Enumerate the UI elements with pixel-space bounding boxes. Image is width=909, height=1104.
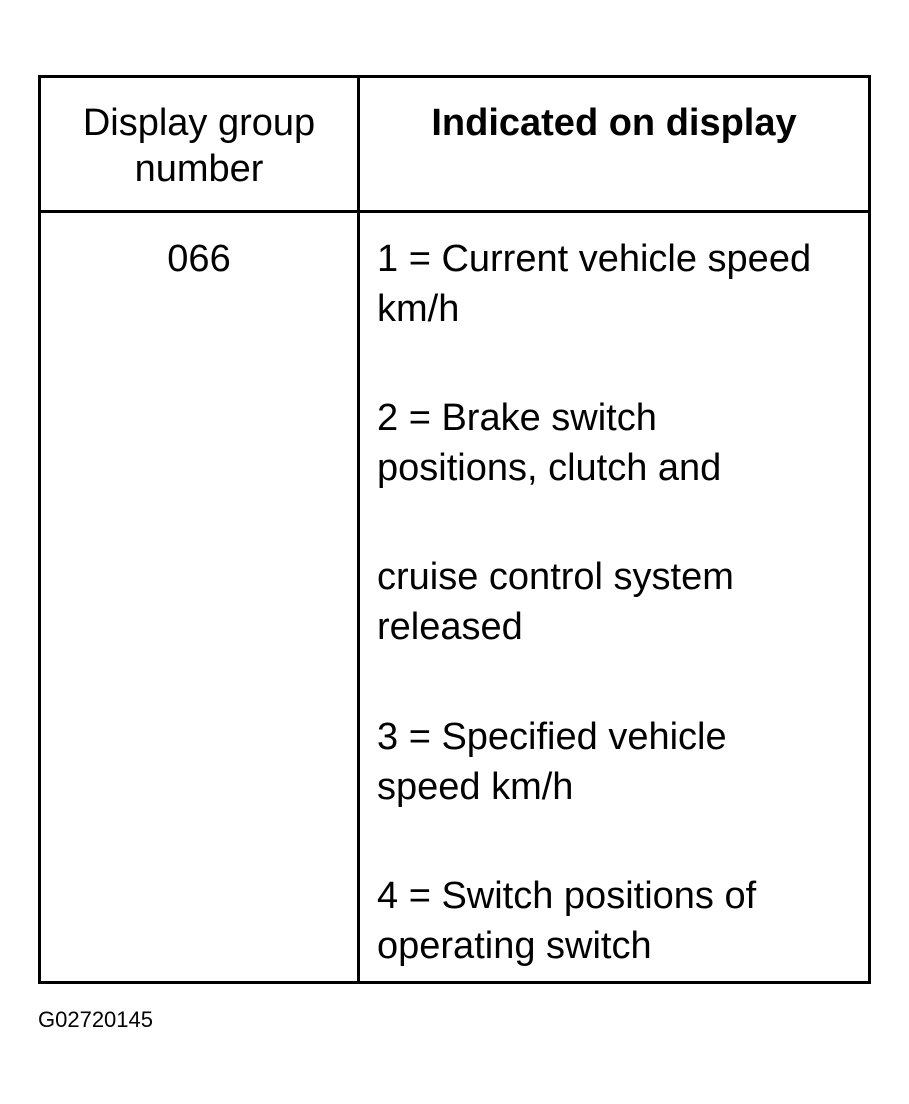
entry-line: 3 = Specified vehicle	[377, 716, 727, 758]
entry-line: km/h	[377, 288, 460, 330]
group-number-cell: 066	[167, 238, 231, 280]
display-entry-3	[377, 712, 857, 812]
entry-line: 2 = Brake switch	[377, 397, 657, 439]
display-entry-2-continued	[377, 552, 857, 652]
entry-line: cruise control system	[377, 556, 734, 598]
entry-line: positions, clutch and	[377, 447, 722, 489]
figure-id-caption: G02720145	[38, 1007, 153, 1032]
display-group-table	[38, 75, 871, 984]
header-group-line2: number	[134, 148, 264, 190]
column-divider	[357, 78, 360, 981]
header-divider	[41, 210, 868, 213]
entry-line: operating switch	[377, 925, 652, 967]
header-display-group-number	[41, 100, 357, 192]
display-entry-2	[377, 393, 857, 493]
display-entry-1	[377, 234, 857, 334]
header-indicated-on-display: Indicated on display	[431, 102, 797, 144]
entry-line: speed km/h	[377, 766, 574, 808]
entry-line: released	[377, 606, 523, 648]
display-entry-4	[377, 871, 857, 971]
entry-line: 1 = Current vehicle speed	[377, 238, 812, 280]
header-group-line1: Display group	[82, 102, 316, 144]
entry-line: 4 = Switch positions of	[377, 875, 757, 917]
